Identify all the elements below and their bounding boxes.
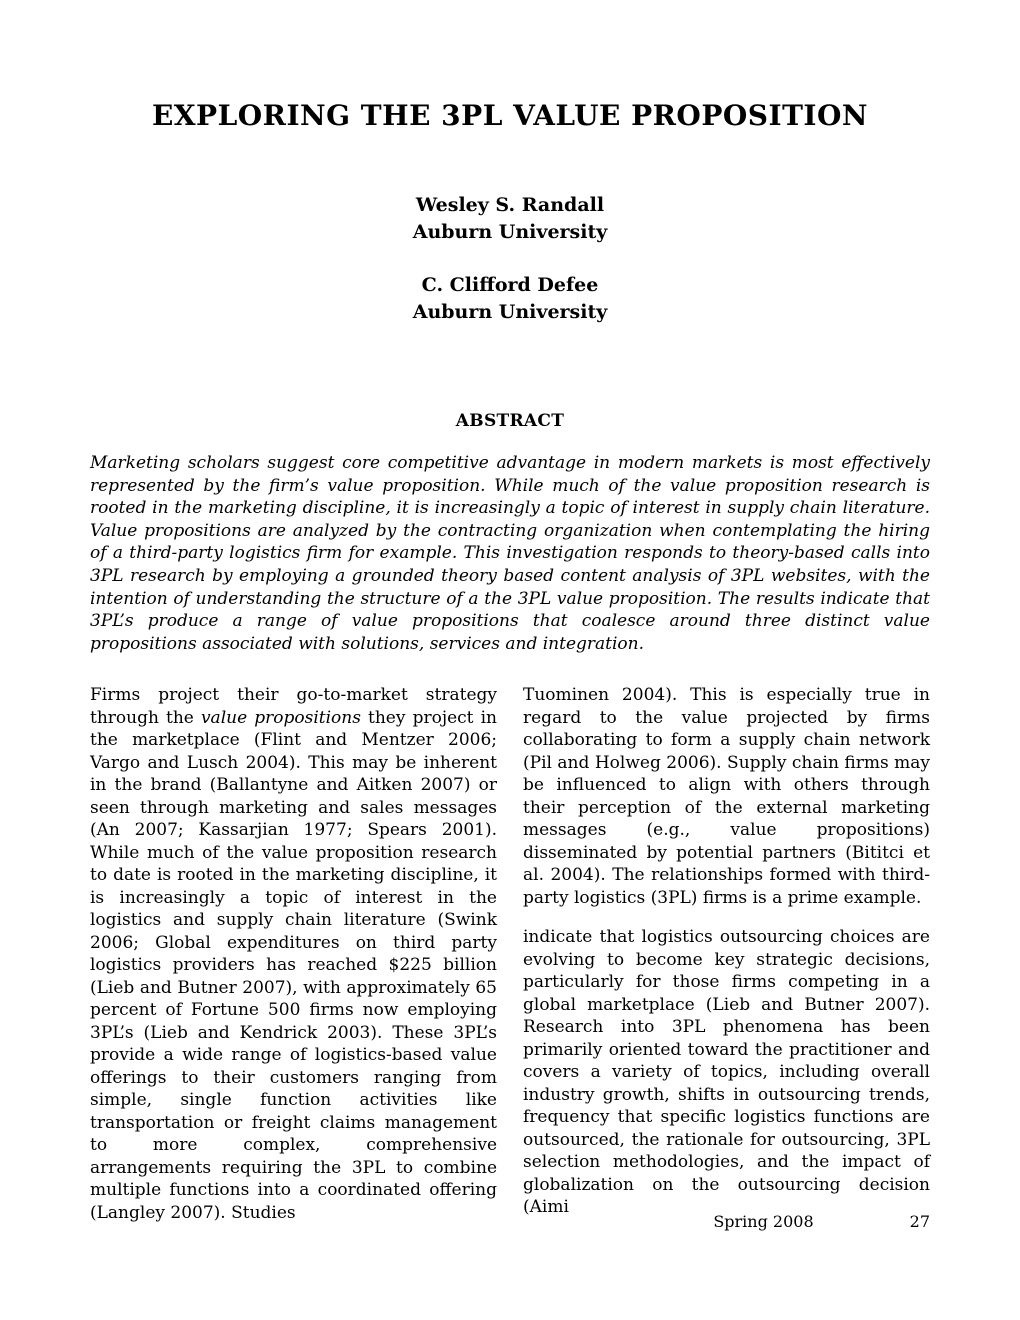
body-paragraph: Firms project their go-to-market strategy through the value propositions they project in the marketplace (Flint and Mentzer 2006; Vargo and Lusch 2004). This may be inherent in the brand (Ballantyne and Aitken 2007) or seen through marketing and sales messages (An 2007; Kassarjian 1977; Spears 2001). While much of the value proposition research to date is rooted in the marketing discipline, it is increasingly a topic of interest in the logistics and supply chain literature (Swink 2006; Global expenditures on third party logistics providers has reached $225 billion (Lieb and Butner 2007), with approximately 65 percent of Fortune 500 firms now employing 3PL’s (Lieb and Kendrick 2003). These 3PL’s provide a wide range of logistics-based value offerings to their customers ranging from simple, single function activities like transportation or freight claims management to more complex, comprehensive arrangements requiring the 3PL to combine multiple functions into a coordinated offering (Langley 2007). Studies — [90, 685, 497, 1223]
author-name: C. Clifford Defee — [421, 274, 599, 296]
footer-issue: Spring 2008 — [713, 1212, 814, 1231]
paper-title: EXPLORING THE 3PL VALUE PROPOSITION — [151, 99, 868, 132]
body-paragraph: indicate that logistics outsourcing choices are evolving to become key strategic decisions, particularly for those firms competing in a global marketplace (Lieb and Butner 2007). Research into 3PL phenomena has been primarily oriented toward the practitioner and covers a variety of topics, including overall industry growth, shifts in outsourcing trends, frequency that specific logistics functions are outsourced, the rationale for outsourcing, 3PL selection methodologies, and the impact of globalization on the outsourcing decision (Aimi — [523, 927, 930, 1217]
author — [0, 192, 1020, 246]
author-block — [0, 192, 1020, 326]
author-affiliation: Auburn University — [412, 221, 608, 243]
left-column — [90, 684, 497, 1224]
body-columns — [90, 684, 930, 1224]
author-affiliation: Auburn University — [412, 301, 608, 323]
author — [0, 272, 1020, 326]
abstract-text: Marketing scholars suggest core competitive advantage in modern markets is most effectively represented by the firm’s value proposition. While much of the value proposition research is rooted in the marketing discipline, it is increasingly a topic of interest in supply chain literature. Value propositions are analyzed by the contracting organization when contemplating the hiring of a third-party logistics firm for example. This investigation responds to theory-based calls into 3PL research by employing a grounded theory based content analysis of 3PL websites, with the intention of understanding the structure of a the 3PL value proposition. The results indicate that 3PL’s produce a range of value propositions that coalesce around three distinct value propositions associated with solutions, services and integration. — [90, 453, 930, 654]
right-column — [523, 684, 930, 1224]
body-paragraph: Tuominen 2004). This is especially true in regard to the value projected by firms collaborating to form a supply chain network (Pil and Holweg 2006). Supply chain firms may be influenced to align with others through their perception of the external marketing messages (e.g., value propositions) disseminated by potential partners (Bititci et al. 2004). The relationships formed with third-party logistics (3PL) firms is a prime example. — [523, 685, 930, 908]
author-name: Wesley S. Randall — [415, 194, 605, 216]
footer-page-number: 27 — [909, 1212, 930, 1231]
abstract-heading: ABSTRACT — [455, 411, 565, 431]
page-footer — [713, 1212, 930, 1231]
